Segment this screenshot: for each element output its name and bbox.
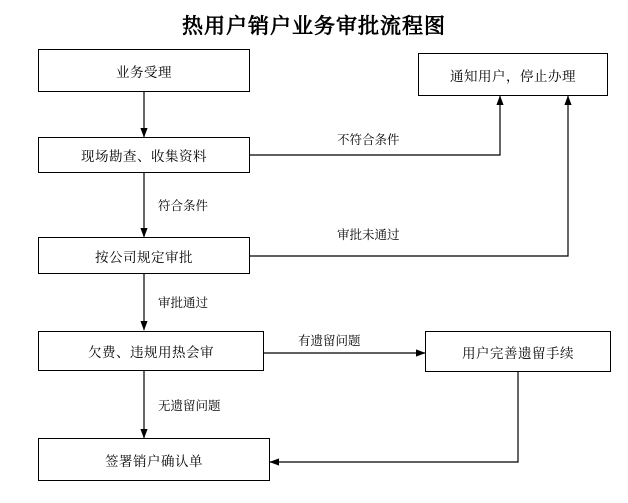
node-sign-label: 签署销户确认单 xyxy=(105,453,203,470)
edge-label-not-qualified: 不符合条件 xyxy=(337,132,400,147)
node-review[interactable] xyxy=(38,331,264,371)
connector-complete-to-sign xyxy=(270,372,518,462)
edge-label-approval-passed: 审批通过 xyxy=(158,295,209,310)
node-approve-label: 按公司规定审批 xyxy=(95,249,193,266)
node-survey-label: 现场勘查、收集资料 xyxy=(81,149,207,165)
node-complete[interactable] xyxy=(425,331,611,372)
edge-label-qualified: 符合条件 xyxy=(158,198,209,213)
page-title: 热用户销户业务审批流程图 xyxy=(182,14,446,38)
node-complete-label: 用户完善遗留手续 xyxy=(462,345,574,362)
node-accept-label: 业务受理 xyxy=(116,64,172,81)
node-notify-label: 通知用户，停止办理 xyxy=(450,68,576,85)
edge-label-has-issue: 有遗留问题 xyxy=(298,333,361,348)
edge-label-approval-failed: 审批未通过 xyxy=(337,227,400,242)
node-approve[interactable] xyxy=(38,237,250,274)
node-notify[interactable] xyxy=(418,53,608,96)
node-survey[interactable] xyxy=(38,137,250,173)
connector-approve-to-notify xyxy=(250,96,568,256)
node-sign[interactable] xyxy=(38,438,270,481)
edge-label-no-issue: 无遗留问题 xyxy=(158,398,221,413)
node-accept[interactable] xyxy=(38,49,250,92)
node-review-label: 欠费、违规用热会审 xyxy=(88,345,214,361)
